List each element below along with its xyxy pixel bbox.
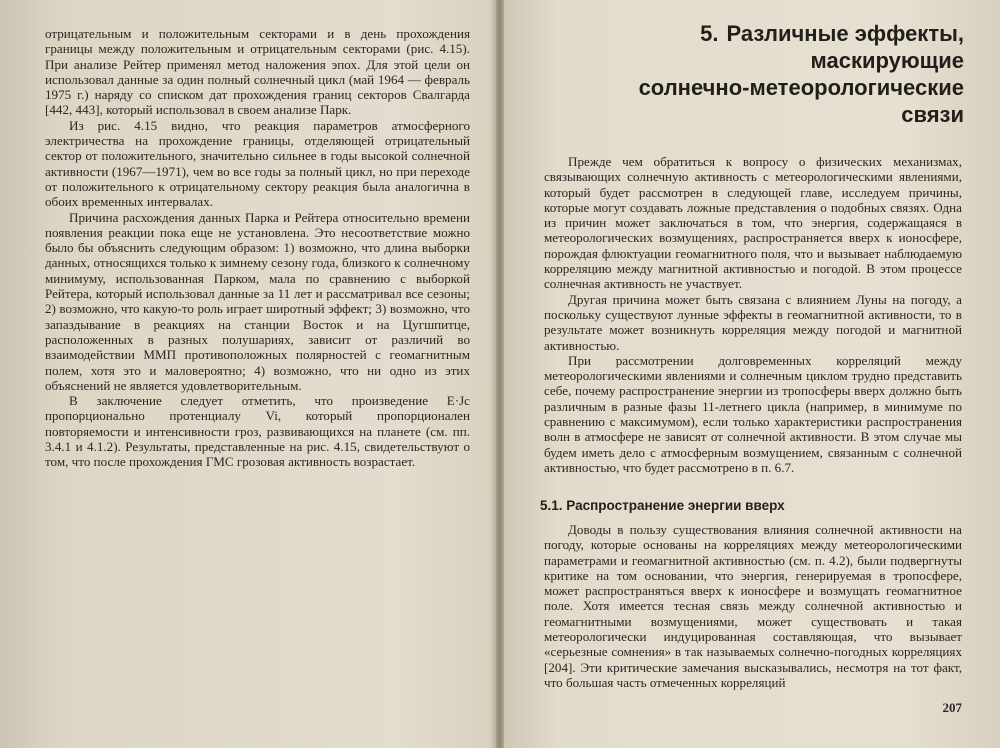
intro-paragraph: Другая причина может быть связана с влиянием Луны на погоду, а поскольку существуют лунные эффекты в геомагнитной активности, то в результате может возникнуть корреляция между погодой и магнитной активностью. [544,291,962,353]
chapter-title-line1: Различные эффекты, маскирующие [726,21,964,73]
section-heading: 5.1. Распространение энергии вверх [540,498,785,513]
left-paragraph: В заключение следует отметить, что произведение E·Jc пропорционально протенциалу Vi, который пропорционален повторяемости и интенсивности гроз, развивающихся на планете (см. пп. 3.4.1 и 4.1.2). Результаты, представленные на рис. 4.15, свидетельствуют о том, что после прохождения ГМС грозовая активность возрастает. [45,393,470,470]
chapter-title [584,20,964,128]
right-page [504,0,1000,748]
intro-paragraph: При рассмотрении долговременных корреляций между метеорологическими явлениями и солнечным циклом трудно представить себе, почему распространение энергии из тропосферы вверх должно быть различным в разные фазы 11-летнего цикла (например, в минимуме по сравнению с максимумом), если только характеристики распространения волн в атмосфере не зависят от солнечной активности. В этом случае мы будем иметь дело с атмосферным возмущением, связанным с солнечной активностью, что будет рассмотрено в п. 6.7. [544,352,962,475]
left-page [0,0,496,748]
intro-text-column [544,154,962,475]
left-paragraph: отрицательным и положительным секторами и в день прохождения границы между положительным и отрицательным секторами (рис. 4.15). При анализе Рейтер применял метод наложения эпох. Для этой цели он использовал данные за один полный солнечный цикл (май 1964 — февраль 1975 г.) наряду со списком дат прохождения границ секторов Свалгарда [442, 443], который использовал в своем анализе Парк. [45,26,470,118]
section-text-column [544,522,962,690]
left-paragraph: Из рис. 4.15 видно, что реакция параметров атмосферного электричества на прохождение границы, отделяющей отрицательный сектор от положительного, значительно сильнее в годы высокой солнечной активности (1967—1971), чем во все годы за полный цикл, но при переходе от положительного к отрицательному сектору реакция была аналогична в обоих временных интервалах. [45,117,470,210]
book-gutter [496,0,504,748]
chapter-number: 5. [700,21,719,46]
section-paragraph: Доводы в пользу существования влияния солнечной активности на погоду, которые основаны на корреляциях между метеорологическими параметрами и геомагнитной активностью (см. п. 4.2), были подвергнуты критике на том основании, что энергия, генерируемая в тропосфере, может распространяться вверх к ионосфере и возмущать геомагнитное поле. Хотя имеется тесная связь между солнечной активностью и геомагнитными возмущениями, может существовать и такая метеорологически индуцированная составляющая, что вызывает «серьезные сомнения» в так называемых солнечно-погодных корреляциях [204]. Эти критические замечания высказывались, несмотря на тот факт, что большая часть отмеченных корреляций [544,522,962,690]
intro-paragraph: Прежде чем обратиться к вопросу о физических механизмах, связывающих солнечную активность с метеорологическими явлениями, который будет рассмотрен в следующей главе, исследуем причины, которые могут создавать ложные представления о подобных связях. Одна из причин может заключаться в том, что энергия, содержащаяся в метеорологических возмущениях, распространяется вверх к ионосфере, порождая флюктуации геомагнитного поля, что и вызывает наблюдаемую корреляцию между магнитной активностью и погодой. В этом процессе солнечная активность не участвует. [544,154,962,292]
left-text-column [45,26,470,470]
page-number: 207 [942,700,962,715]
left-paragraph: Причина расхождения данных Парка и Рейтера относительно времени появления реакции пока еще не установлена. Это несоответствие можно было бы объяснить следующим образом: 1) возможно, что длина выборки данных, относящихся только к зимнему сезону года, близкого к солнечному минимуму, использованная Парком, мала по сравнению с выборкой Рейтера, который использовал данные за 11 лет и рассматривал все сезоны; 2) возможно, что какую-то роль играет широтный эффект; 3) возможно, что запаздывание в реакциях на станции Восток и на Цугшпитце, расположенных в разных полушариях, зависит от различий во взаимодействии ММП противоположных полярностей с геомагнитным полем, хотя это и маловероятно; 4) возможно, что ни одно из этих объяснений не является удовлетворительным. [45,209,470,393]
chapter-title-line2: солнечно-метеорологические связи [638,75,964,127]
